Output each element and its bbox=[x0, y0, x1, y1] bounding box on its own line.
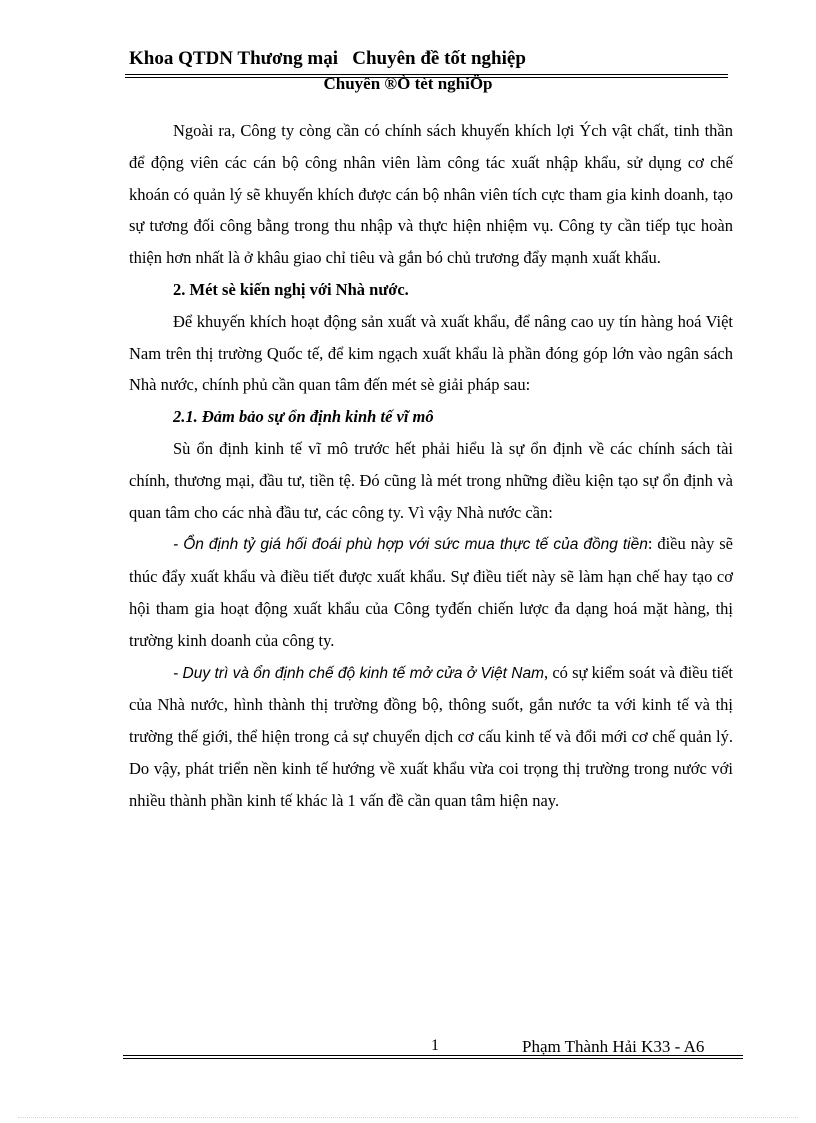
header-legacy-title: Chuyên ®Ò tèt nghiÖp bbox=[323, 74, 493, 93]
header-department bbox=[129, 48, 526, 70]
bullet-open-economy bbox=[129, 657, 733, 817]
header-department-text: Khoa QTDN Thương mại bbox=[129, 48, 338, 69]
bullet-exchange-rate bbox=[129, 528, 733, 656]
bullet-open-economy-emphasis: - Duy trì và ổn định chế độ kinh tế mở cửa ở Việt Nam bbox=[173, 664, 545, 682]
bullet-open-economy-text: , có sự kiểm soát và điều tiết của Nhà nước, hình thành thị trường đồng bộ, thông suốt, gắn nước ta với kinh tế và thị trường thế giới, thể hiện trong cả sự chuyển dịch cơ cấu kinh tế và đổi mới cơ chế quản lý. Do vậy, phát triển nền kinh tế hướng về xuất khẩu vừa coi trọng thị trường trong nước với nhiều thành phần kinh tế khác là 1 vấn đề cần quan tâm hiện nay. bbox=[129, 662, 733, 810]
footer-rule-bottom bbox=[123, 1058, 743, 1059]
paragraph-intro-solutions: Để khuyến khích hoạt động sản xuất và xuất khẩu, để nâng cao uy tín hàng hoá Việt Nam trên thị trường Quốc tế, để kim ngạch xuất khẩu là phần đóng góp lớn vào ngân sách Nhà nước, chính phủ cần quan tâm đến mét sè giải pháp sau: bbox=[129, 311, 733, 395]
bullet-exchange-rate-emphasis: - Ổn định tỷ giá hối đoái phù hợp với sức mua thực tế của đồng tiền bbox=[173, 536, 648, 554]
page-number: 1 bbox=[431, 1037, 439, 1054]
page-content bbox=[129, 115, 733, 817]
bullet-exchange-rate-text: : điều này sẽ thúc đẩy xuất khẩu và điều tiết được xuất khẩu. Sự điều tiết này sẽ làm hạn chế hay tạo cơ hội tham gia hoạt động xuất khẩu của Công tyđến chiến lược đa dạng hoá mặt hàng, thị trường kinh doanh của công ty. bbox=[129, 534, 734, 650]
section-heading-2-1: 2.1. Đảm bảo sự ổn định kinh tế vĩ mô bbox=[173, 407, 434, 427]
header-thesis-label: Chuyên đề tốt nghiệp bbox=[352, 48, 526, 69]
footer-rule-top bbox=[123, 1055, 743, 1056]
paragraph-incentives: Ngoài ra, Công ty còng cần có chính sách khuyến khích lợi Ých vật chất, tinh thần để động viên các cán bộ công nhân viên làm công tác xuất nhập khẩu, sử dụng cơ chế khoán có quản lý sẽ khuyến khích được cán bộ nhân viên tích cực tham gia kinh doanh, tạo sự tương đối công bằng trong thu nhập và thực hiện nhiệm vụ. Công ty cần tiếp tục hoàn thiện hơn nhất là ở khâu giao chỉ tiêu và gắn bó chủ trương đẩy mạnh xuất khẩu. bbox=[129, 121, 733, 268]
footer-author: Phạm Thành Hải K33 - A6 bbox=[522, 1037, 705, 1056]
page-bottom-border bbox=[18, 1117, 798, 1118]
section-heading-2: 2. Mét sè kiến nghị với Nhà nước. bbox=[173, 279, 409, 299]
paragraph-macro-stability: Sù ổn định kinh tế vĩ mô trước hết phải hiểu là sự ổn định về các chính sách tài chính, thương mại, đầu tư, tiền tệ. Đó cũng là mét trong những điều kiện tạo sự ổn định và quan tâm cho các nhà đầu tư, các công ty. Vì vậy Nhà nước cần: bbox=[129, 438, 733, 522]
